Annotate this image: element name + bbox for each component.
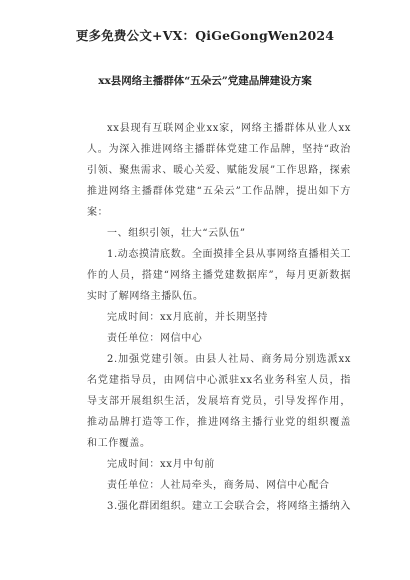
item-1-responsible-unit: 责任单位：网信中心 — [107, 333, 203, 344]
item-2-paragraph: 2.加强党建引领。由县人社局、商务局分别选派xx名党建指导员，由网信中心派驻xx名业务科室人员，指导支部开展组织生活，发展培育党员，引导发挥作用，推动品牌打造等工作，推进网络主播行业党的组织覆盖和工作覆盖。 — [87, 354, 351, 449]
item-1-paragraph: 1.动态摸清底数。全面摸排全县从事网络直播相关工作的人员，搭建“网络主播党建数据库”，每月更新数据实时了解网络主播队伍。 — [87, 249, 351, 302]
section-heading: 一、组织引领，壮大“云队伍” — [107, 228, 246, 239]
document-body — [87, 118, 351, 517]
item-1-deadline: 完成时间：xx月底前，并长期坚持 — [107, 312, 268, 323]
item-2-deadline: 完成时间：xx月中旬前 — [107, 459, 215, 470]
document-title: xx县网络主播群体“五朵云”党建品牌建设方案 — [98, 75, 312, 87]
item-2-responsible-unit: 责任单位：人社局牵头，商务局、网信中心配合 — [107, 480, 330, 491]
item-3-paragraph: 3.强化群团组织。建立工会联合会，将网络主播纳入 — [107, 501, 351, 512]
watermark-header: 更多免费公文+VX：QiGeGongWen2024 — [75, 28, 335, 43]
intro-paragraph: xx县现有互联网企业xx家，网络主播群体从业人xx人。为深入推进网络主播群体党建工作品牌，坚持“政治引领、聚焦需求、暖心关爱、赋能发展”工作思路，探索推进网络主播群体党建“五朵云”工作品牌，提出如下方案： — [87, 123, 351, 218]
